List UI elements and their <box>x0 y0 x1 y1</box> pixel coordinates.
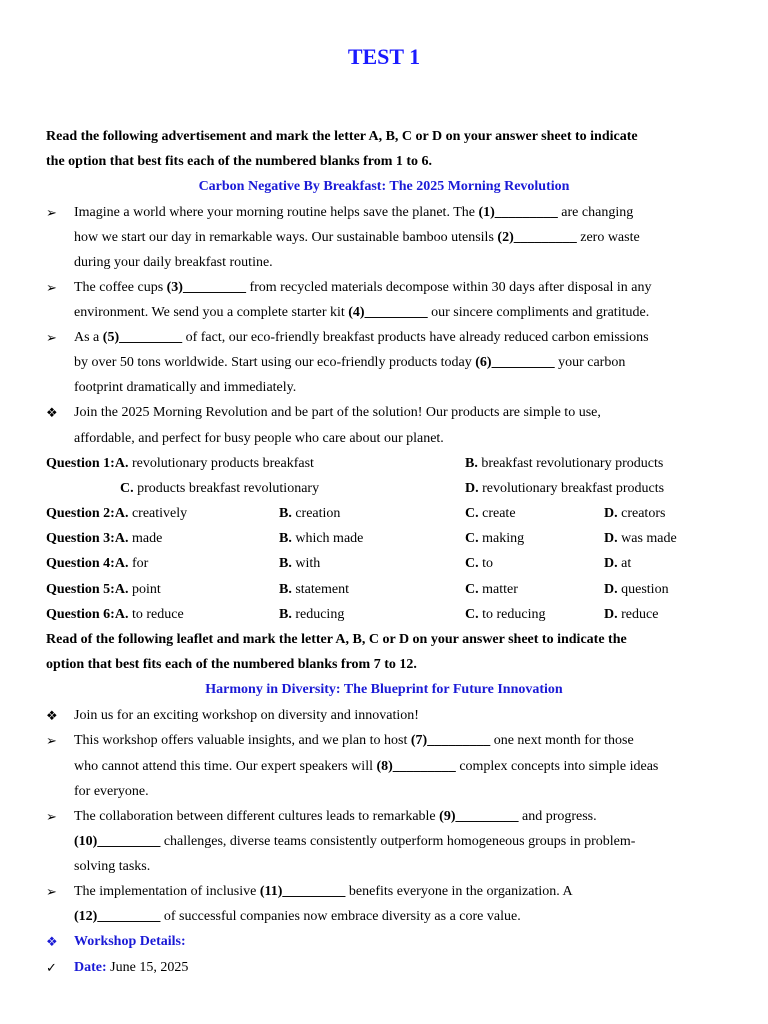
leaflet-paragraph-1: Join us for an exciting workshop on diversity and innovation! <box>74 708 419 723</box>
leaflet-paragraph-4-line-2: (12)_________ of successful companies now embrace diversity as a core value. <box>74 909 521 924</box>
diamond-bullet-icon: ❖ <box>46 934 58 949</box>
page-title: TEST 1 <box>347 44 421 69</box>
paragraph-3-line-2: by over 50 tons worldwide. Start using our eco-friendly products today (6)_________ your carbon <box>74 355 626 370</box>
paragraph-4-line-1: Join the 2025 Morning Revolution and be part of the solution! Our products are simple to use, <box>74 405 601 420</box>
leaflet-paragraph-2-line-2: who cannot attend this time. Our expert speakers will (8)_________ complex concepts into simple ideas <box>74 759 659 774</box>
check-bullet-icon: ✓ <box>46 960 57 975</box>
section-2-heading: Harmony in Diversity: The Blueprint for Future Innovation <box>205 682 563 697</box>
question-6-option-a: Question 6:A. to reduce <box>46 607 184 622</box>
question-2-option-c: C. create <box>465 506 516 521</box>
paragraph-4-line-2: affordable, and perfect for busy people who care about our planet. <box>74 431 444 446</box>
question-1-option-c: C. products breakfast revolutionary <box>120 481 320 496</box>
question-3-option-d: D. was made <box>604 531 677 546</box>
leaflet-paragraph-2-line-3: for everyone. <box>74 784 149 799</box>
question-3-option-a: Question 3:A. made <box>46 531 163 546</box>
arrow-bullet-icon: ➢ <box>46 280 57 295</box>
question-4-option-a: Question 4:A. for <box>46 556 149 571</box>
question-2-option-b: B. creation <box>279 506 341 521</box>
instruction-1-line-1: Read the following advertisement and mark the letter A, B, C or D on your answer sheet to indicate <box>46 129 638 144</box>
blank-1: (1)_________ <box>478 205 558 220</box>
blank-5: (5)_________ <box>102 330 183 345</box>
question-2-option-d: D. creators <box>604 506 666 521</box>
diamond-bullet-icon: ❖ <box>46 708 58 723</box>
leaflet-paragraph-3-line-3: solving tasks. <box>74 859 151 874</box>
paragraph-1-line-3: during your daily breakfast routine. <box>74 255 273 270</box>
question-5-option-d: D. question <box>604 582 669 597</box>
arrow-bullet-icon: ➢ <box>46 809 57 824</box>
blank-4: (4)_________ <box>348 305 428 320</box>
question-1-option-d: D. revolutionary breakfast products <box>465 481 665 496</box>
question-4-option-d: D. at <box>604 556 632 571</box>
paragraph-2-line-1: The coffee cups (3)_________ from recycled materials decompose within 30 days after disposal in any <box>74 280 652 295</box>
question-5-option-b: B. statement <box>279 582 349 597</box>
leaflet-paragraph-2-line-1: This workshop offers valuable insights, and we plan to host (7)_________ one next month for those <box>74 733 634 748</box>
blank-2: (2)_________ <box>497 230 577 245</box>
blank-10: (10)_________ <box>74 834 161 849</box>
question-1-option-a: Question 1:A. revolutionary products breakfast <box>46 456 314 471</box>
paragraph-1-line-2: how we start our day in remarkable ways. Our sustainable bamboo utensils (2)_________ zero waste <box>74 230 640 245</box>
arrow-bullet-icon: ➢ <box>46 884 57 899</box>
question-6-option-b: B. reducing <box>279 607 345 622</box>
diamond-bullet-icon: ❖ <box>46 405 58 420</box>
blank-12: (12)_________ <box>74 909 161 924</box>
question-6-option-c: C. to reducing <box>465 607 546 622</box>
section-1-heading: Carbon Negative By Breakfast: The 2025 Morning Revolution <box>198 179 570 194</box>
blank-11: (11)_________ <box>259 884 346 899</box>
question-4-option-c: C. to <box>465 556 494 571</box>
blank-9: (9)_________ <box>439 809 519 824</box>
blank-7: (7)_________ <box>410 733 491 748</box>
workshop-details-heading: Workshop Details: <box>74 934 186 949</box>
workshop-date: Date: June 15, 2025 <box>74 960 189 975</box>
arrow-bullet-icon: ➢ <box>46 205 57 220</box>
question-3-option-b: B. which made <box>279 531 364 546</box>
question-6-option-d: D. reduce <box>604 607 659 622</box>
paragraph-3-line-3: footprint dramatically and immediately. <box>74 380 297 395</box>
blank-6: (6)_________ <box>475 355 555 370</box>
question-1-option-b: B. breakfast revolutionary products <box>465 456 664 471</box>
leaflet-paragraph-4-line-1: The implementation of inclusive (11)_________ benefits everyone in the organization. A <box>74 884 573 899</box>
arrow-bullet-icon: ➢ <box>46 330 57 345</box>
instruction-2-line-1: Read of the following leaflet and mark the letter A, B, C or D on your answer sheet to indicate the <box>46 632 627 647</box>
paragraph-2-line-2: environment. We send you a complete starter kit (4)_________ our sincere compliments and gratitude. <box>74 305 650 320</box>
paragraph-3-line-1: As a (5)_________ of fact, our eco-friendly breakfast products have already reduced carbon emissions <box>74 330 649 345</box>
instruction-1-line-2: the option that best fits each of the numbered blanks from 1 to 6. <box>46 154 433 169</box>
question-5-option-c: C. matter <box>465 582 518 597</box>
question-3-option-c: C. making <box>465 531 525 546</box>
blank-3: (3)_________ <box>166 280 246 295</box>
question-2-option-a: Question 2:A. creatively <box>46 506 188 521</box>
leaflet-paragraph-3-line-1: The collaboration between different cultures leads to remarkable (9)_________ and progress. <box>74 809 597 824</box>
question-5-option-a: Question 5:A. point <box>46 582 161 597</box>
instruction-2-line-2: option that best fits each of the numbered blanks from 7 to 12. <box>46 657 417 672</box>
leaflet-paragraph-3-line-2: (10)_________ challenges, diverse teams consistently outperform homogeneous groups in problem- <box>74 834 636 849</box>
paragraph-1-line-1: Imagine a world where your morning routine helps save the planet. The (1)_________ are changing <box>74 205 634 220</box>
question-4-option-b: B. with <box>279 556 321 571</box>
arrow-bullet-icon: ➢ <box>46 733 57 748</box>
blank-8: (8)_________ <box>376 759 456 774</box>
